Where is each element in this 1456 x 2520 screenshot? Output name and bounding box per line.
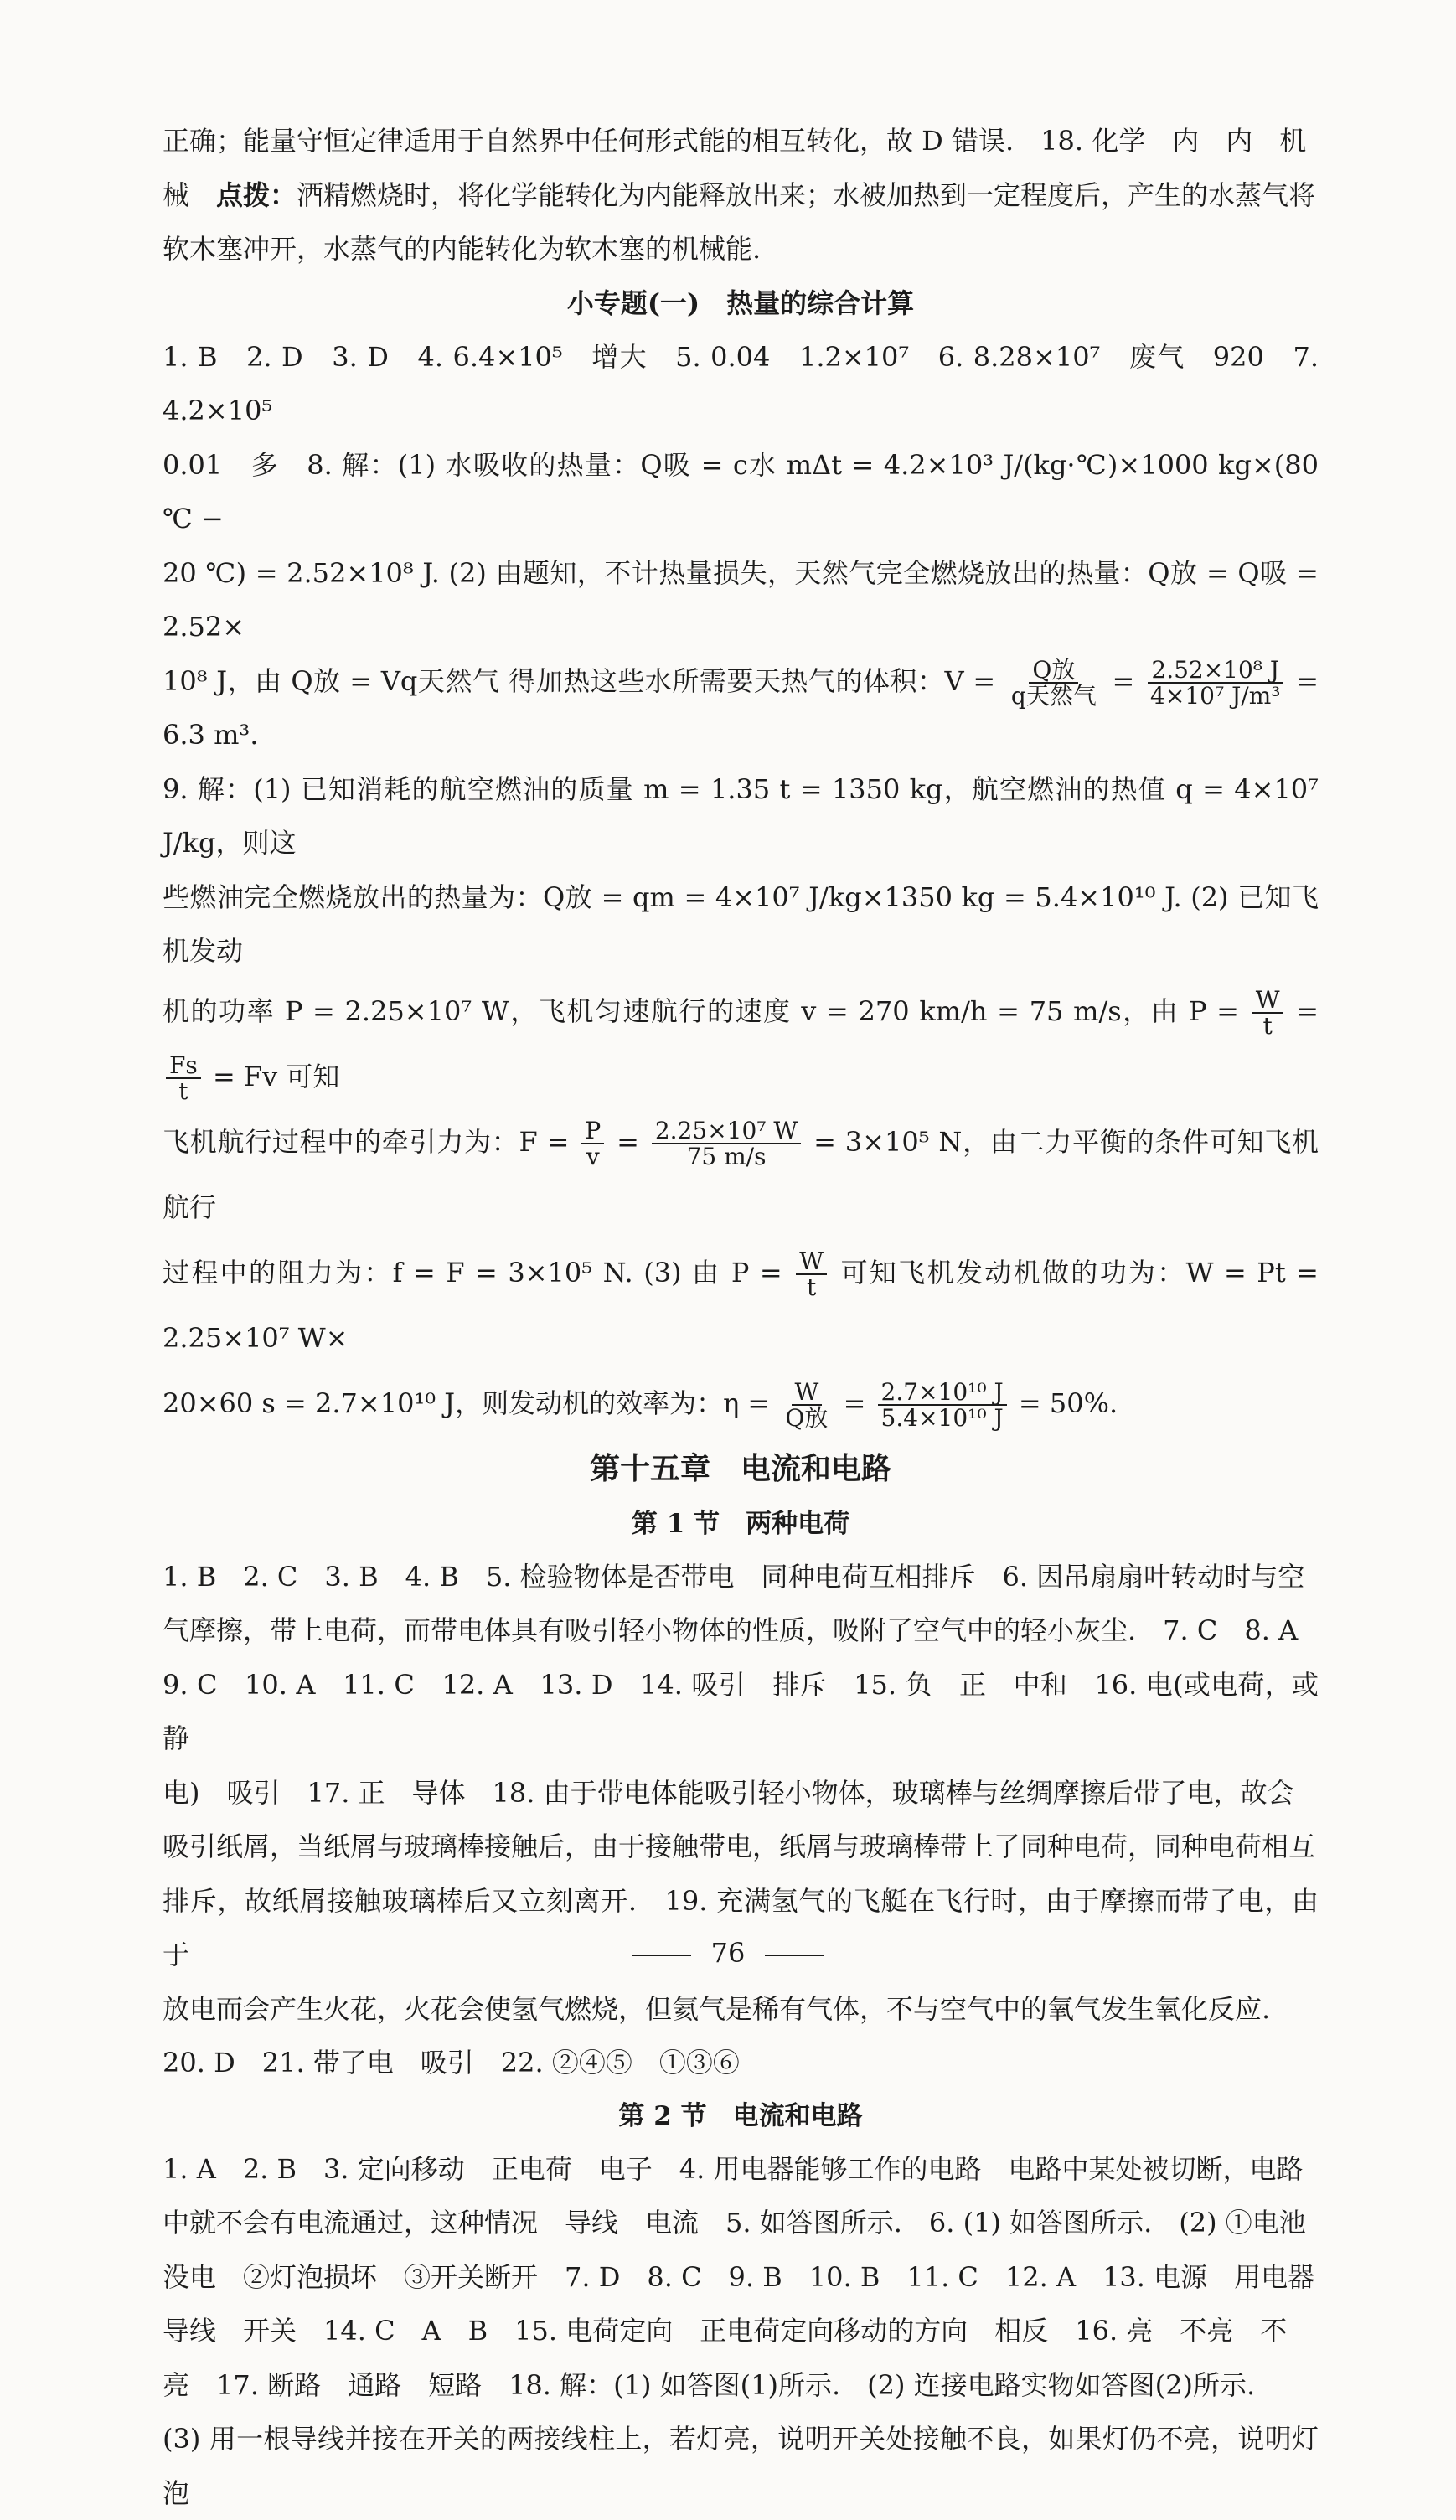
- fraction-numerator: Q放: [1029, 658, 1078, 684]
- section-title: 第 1 节 两种电荷: [631, 1508, 850, 1539]
- tip-label: 点拨：: [216, 178, 297, 211]
- intro-line: 软木塞冲开，水蒸气的内能转化为软木塞的机械能.: [163, 233, 762, 265]
- fraction: [782, 1380, 831, 1431]
- page-number: [0, 1937, 1456, 1969]
- formula-text: = 3×10⁵ N，由二力平衡的条件可知飞机航行: [163, 1125, 1319, 1223]
- formula-text: 20×60 s = 2.7×10¹⁰ J，则发动机的效率为：η =: [163, 1387, 771, 1419]
- topic-line: 1. B 2. D 3. D 4. 6.4×10⁵ 增大 5. 0.04 1.2×10⁷ 6. 8.28×10⁷ 废气 920 7. 4.2×10⁵: [163, 340, 1319, 426]
- section-line: 吸引纸屑，当纸屑与玻璃棒接触后，由于接触带电，纸屑与玻璃棒带上了同种电荷，同种电荷相互: [163, 1831, 1316, 1863]
- formula-text: =: [843, 1387, 866, 1419]
- fraction-numerator: W: [792, 1380, 823, 1406]
- fraction: [796, 1249, 827, 1300]
- fraction: [1252, 988, 1283, 1039]
- section-line: 1. B 2. C 3. B 4. B 5. 检验物体是否带电 同种电荷互相排斥 6. 因吊扇扇叶转动时与空: [163, 1560, 1305, 1593]
- topic-line: 20 ℃) = 2.52×10⁸ J. (2) 由题知，不计热量损失，天然气完全燃烧放出的热量：Q放 = Q吸 = 2.52×: [163, 556, 1319, 643]
- section-title: 第 2 节 电流和电路: [618, 2100, 863, 2131]
- answer-content: [163, 114, 1319, 2520]
- section-line: 气摩擦，带上电荷，而带电体具有吸引轻小物体的性质，吸附了空气中的轻小灰尘. 7. C 8. A: [163, 1614, 1299, 1647]
- topic-line: 0.01 多 8. 解：(1) 水吸收的热量：Q吸 = c水 mΔt = 4.2×10³ J/(kg·℃)×1000 kg×(80 ℃ −: [163, 448, 1319, 534]
- fraction-numerator: 2.52×10⁸ J: [1148, 658, 1283, 684]
- fraction: [878, 1380, 1007, 1431]
- fraction: [1008, 655, 1100, 710]
- fraction: [166, 1053, 201, 1104]
- fraction-numerator: 2.7×10¹⁰ J: [878, 1380, 1007, 1406]
- section-line: 1. A 2. B 3. 定向移动 正电荷 电子 4. 用电器能够工作的电路 电路中某处被切断，电路: [163, 2152, 1304, 2185]
- formula-text: 10⁸ J，由 Q放 = Vq天然气 得加热这些水所需要天热气的体积：V =: [163, 664, 996, 697]
- fraction: [1147, 655, 1283, 710]
- page-number-dash: [632, 1955, 691, 1956]
- fraction: [581, 1118, 604, 1170]
- q9-line: 9. 解：(1) 已知消耗的航空燃油的质量 m = 1.35 t = 1350 kg，航空燃油的热值 q = 4×10⁷ J/kg，则这: [163, 772, 1319, 860]
- fraction: [652, 1118, 801, 1170]
- fraction-denominator: t: [807, 1273, 817, 1302]
- page-number-value: 76: [710, 1937, 746, 1969]
- fraction-numerator: Fs: [166, 1053, 201, 1079]
- section-line: 导线 开关 14. C A B 15. 电荷定向 正电荷定向移动的方向 相反 16. 亮 不亮 不: [163, 2315, 1288, 2347]
- formula-text: = 6.3 m³.: [163, 664, 1319, 751]
- fraction-numerator: P: [581, 1118, 604, 1144]
- fraction-numerator: 2.25×10⁷ W: [652, 1118, 801, 1144]
- formula-text: =: [1112, 664, 1135, 697]
- page-number-dash: [765, 1955, 824, 1956]
- q9-line: [163, 979, 1319, 1109]
- formula-text: 过程中的阻力为：f = F = 3×10⁵ N. (3) 由 P =: [163, 1256, 782, 1288]
- formula-text: 飞机航行过程中的牵引力为：F =: [163, 1125, 570, 1158]
- section-line: 电) 吸引 17. 正 导体 18. 由于带电体能吸引轻小物体，玻璃棒与丝绸摩擦后带了电，故会: [163, 1776, 1294, 1809]
- fraction-denominator: Q放: [785, 1404, 829, 1433]
- fraction-denominator: 5.4×10¹⁰ J: [880, 1404, 1004, 1433]
- intro-line: 正确；能量守恒定律适用于自然界中任何形式能的相互转化，故 D 错误. 18. 化学 内 内 机: [163, 125, 1307, 157]
- fraction-denominator: t: [1262, 1012, 1273, 1041]
- formula-text: 机的功率 P = 2.25×10⁷ W，飞机匀速航行的速度 v = 270 km/h = 75 m/s，由 P =: [163, 994, 1239, 1027]
- formula-text: =: [1296, 994, 1319, 1027]
- section-line: 没电 ②灯泡损坏 ③开关断开 7. D 8. C 9. B 10. B 11. C 12. A 13. 电源 用电器: [163, 2260, 1315, 2293]
- section-line: 排斥，故纸屑接触玻璃棒后又立刻离开. 19. 充满氢气的飞艇在飞行时，由于摩擦而带了电，由于: [163, 1884, 1319, 1971]
- section-line: 中就不会有电流通过，这种情况 导线 电流 5. 如答图所示. 6. (1) 如答图所示. (2) ①电池: [163, 2207, 1306, 2239]
- section-line: 20. D 21. 带了电 吸引 22. ②④⑤ ①③⑥: [163, 2047, 740, 2079]
- fraction-denominator: v: [586, 1143, 600, 1171]
- q9-line: [163, 1240, 1319, 1371]
- topic-line: [163, 654, 1319, 762]
- formula-text: =: [617, 1125, 639, 1158]
- fraction-denominator: q天然气: [1010, 682, 1097, 710]
- section-line: 9. C 10. A 11. C 12. A 13. D 14. 吸引 排斥 15. 负 正 中和 16. 电(或电荷，或静: [163, 1668, 1319, 1755]
- formula-text: = Fv 可知: [212, 1060, 340, 1092]
- chapter-title: 第十五章 电流和电路: [589, 1450, 891, 1486]
- intro-text: 酒精燃烧时，将化学能转化为内能释放出来；水被加热到一定程度后，产生的水蒸气将: [297, 178, 1316, 211]
- topic-title: 小专题(一) 热量的综合计算: [566, 287, 915, 319]
- section-line: 放电而会产生火花，火花会使氢气燃烧，但氦气是稀有气体，不与空气中的氧气发生氧化反应.: [163, 1992, 1271, 2025]
- fraction-numerator: W: [1252, 988, 1283, 1014]
- formula-text: = 50%.: [1018, 1387, 1118, 1419]
- intro-line: [163, 168, 1319, 223]
- fraction-denominator: 4×10⁷ J/m³: [1150, 682, 1281, 710]
- fraction-denominator: 75 m/s: [686, 1143, 767, 1171]
- q9-line: [163, 1371, 1319, 1436]
- intro-text: 械: [163, 178, 217, 211]
- formula-text: 可知飞机发动机做的功为：W = Pt = 2.25×10⁷ W×: [163, 1256, 1319, 1354]
- fraction-denominator: t: [178, 1077, 188, 1106]
- q9-line: [163, 1109, 1319, 1240]
- q9-line: 些燃油完全燃烧放出的热量为：Q放 = qm = 4×10⁷ J/kg×1350 kg = 5.4×10¹⁰ J. (2) 已知飞机发动: [163, 880, 1319, 968]
- section-line: 亮 17. 断路 通路 短路 18. 解：(1) 如答图(1)所示. (2) 连接电路实物如答图(2)所示.: [163, 2368, 1256, 2401]
- fraction-numerator: W: [796, 1249, 827, 1275]
- section-line: (3) 用一根导线并接在开关的两接线柱上，若灯亮，说明开关处接触不良，如果灯仍不亮，说明灯泡: [163, 2423, 1319, 2509]
